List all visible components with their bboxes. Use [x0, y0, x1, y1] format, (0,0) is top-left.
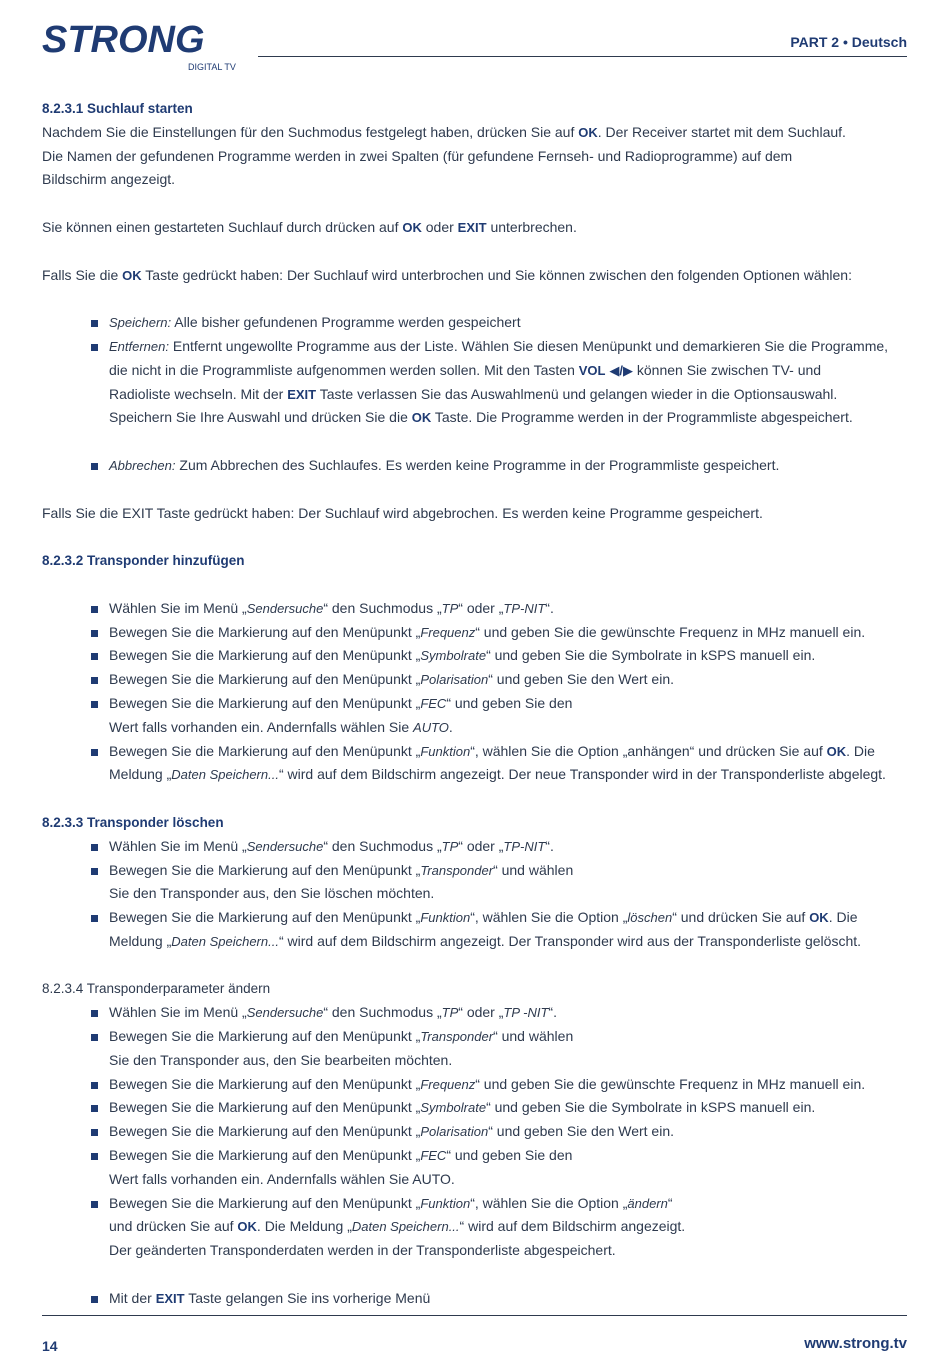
list-item: [42, 740, 910, 788]
text: “ den Suchmodus „: [323, 599, 442, 616]
text: “: [667, 1194, 673, 1211]
page-number: 14: [42, 1338, 58, 1354]
list-item: [42, 454, 910, 478]
menu-name: Sendersuche: [246, 600, 324, 616]
text: Zum Abbrechen des Suchlaufes. Es werden keine Programme in der Programmliste gespeichert.: [175, 456, 780, 473]
list-item: [42, 859, 910, 907]
message-name: Daten Speichern...: [351, 1219, 460, 1235]
list-item: [42, 692, 910, 740]
logo-subtitle: DIGITAL TV: [188, 62, 236, 72]
option-label: Entfernen:: [109, 338, 169, 354]
text: “.: [545, 837, 554, 854]
text: “ und geben Sie die Symbolrate in kSPS manuell ein.: [486, 647, 816, 664]
text: . Die Meldung „: [256, 1218, 352, 1235]
paragraph: Falls Sie die EXIT Taste gedrückt haben: Der Suchlauf wird abgebrochen. Es werden keine Programme gespeichert.: [42, 504, 763, 521]
ok-key: OK: [809, 910, 829, 926]
menu-name: TP-NIT: [503, 600, 546, 616]
paragraph: [42, 121, 910, 145]
text: Meldung „: [109, 932, 172, 949]
text: Bewegen Sie die Markierung auf den Menüpunkt „: [109, 742, 421, 759]
text: unterbrechen.: [486, 218, 577, 235]
text: Alle bisher gefundenen Programme werden gespeichert: [171, 314, 521, 331]
text: Bewegen Sie die Markierung auf den Menüpunkt „: [109, 1147, 421, 1164]
text: “ den Suchmodus „: [323, 1004, 442, 1021]
menu-value: AUTO: [413, 719, 449, 735]
list-item: [42, 311, 910, 335]
menu-value: ändern: [627, 1195, 668, 1211]
menu-name: Sendersuche: [246, 1005, 324, 1021]
menu-name: Polarisation: [420, 1124, 489, 1140]
text: Der geänderten Transponderdaten werden in der Transponderliste abgespeichert.: [109, 1242, 616, 1259]
text: “ und geben Sie die Symbolrate in kSPS manuell ein.: [486, 1099, 816, 1116]
list-item: [42, 1025, 910, 1073]
menu-name: Symbolrate: [420, 1100, 487, 1116]
ok-key: OK: [578, 124, 598, 140]
menu-name: TP -NIT: [503, 1005, 549, 1021]
text: Taste verlassen Sie das Auswahlmenü und gelangen wieder in die Optionsauswahl.: [316, 385, 838, 402]
steps-list: [42, 1001, 910, 1310]
steps-list: [42, 597, 910, 787]
text: “ oder „: [458, 1004, 504, 1021]
header-divider: [258, 56, 907, 57]
list-item: [42, 1192, 910, 1263]
vol-key: VOL: [578, 362, 606, 378]
list-item: [42, 1287, 910, 1311]
menu-name: Funktion: [420, 910, 471, 926]
text: “.: [548, 1004, 557, 1021]
paragraph: [42, 216, 910, 240]
list-item: [42, 1096, 910, 1120]
text: die nicht in die Programmliste aufgenommen werden sollen. Mit den Tasten: [109, 361, 579, 378]
text: Bewegen Sie die Markierung auf den Menüpunkt „: [109, 1075, 421, 1092]
page-content: [42, 97, 910, 1311]
text: Taste gelangen Sie ins vorherige Menü: [184, 1289, 431, 1306]
text: und drücken Sie auf: [109, 1218, 238, 1235]
menu-name: Symbolrate: [420, 648, 487, 664]
text: “ und geben Sie den Wert ein.: [488, 671, 675, 688]
message-name: Daten Speichern...: [171, 767, 279, 783]
section-heading-transponder-edit: 8.2.3.4 Transponderparameter ändern: [42, 981, 271, 997]
ok-key: OK: [402, 219, 422, 235]
text: Bewegen Sie die Markierung auf den Menüpunkt „: [109, 694, 421, 711]
text: können Sie zwischen TV- und: [633, 361, 822, 378]
paragraph-line: Bildschirm angezeigt.: [42, 171, 176, 188]
text: . Die: [828, 909, 858, 926]
menu-name: Polarisation: [420, 672, 489, 688]
text: “ und drücken Sie auf: [672, 909, 810, 926]
strong-logo-graphic: [40, 14, 240, 74]
message-name: Daten Speichern...: [171, 933, 279, 949]
text: “ und geben Sie den Wert ein.: [488, 1123, 675, 1140]
website-link[interactable]: www.strong.tv: [804, 1335, 907, 1352]
text: . Die: [846, 742, 875, 759]
text: “ den Suchmodus „: [323, 837, 442, 854]
menu-name: Frequenz: [420, 1076, 476, 1092]
part-label: PART 2 • Deutsch: [790, 34, 907, 50]
text: Falls Sie die: [42, 266, 123, 283]
menu-name: FEC: [420, 695, 447, 711]
text: “ wird auf dem Bildschirm angezeigt.: [459, 1218, 686, 1235]
text: “ und geben Sie den: [446, 694, 573, 711]
text: Wählen Sie im Menü „: [109, 1004, 247, 1021]
text: Bewegen Sie die Markierung auf den Menüpunkt „: [109, 861, 421, 878]
text: . Der Receiver startet mit dem Suchlauf.: [597, 123, 846, 140]
menu-name: Transponder: [420, 862, 494, 878]
logo-wordmark: STRONG: [42, 19, 205, 61]
list-item: [42, 621, 910, 645]
list-item: [42, 1001, 910, 1025]
text: Sie den Transponder aus, den Sie löschen möchten.: [109, 885, 435, 902]
text: Bewegen Sie die Markierung auf den Menüpunkt „: [109, 1028, 421, 1045]
section-heading-transponder-add: 8.2.3.2 Transponder hinzufügen: [42, 553, 245, 569]
list-item: [42, 644, 910, 668]
exit-key: EXIT: [155, 1290, 185, 1306]
list-item: [42, 1120, 910, 1144]
menu-name: TP: [441, 1005, 459, 1021]
option-label: Speichern:: [109, 315, 172, 331]
text: “, wählen Sie die Option „anhängen“ und drücken Sie auf: [470, 742, 827, 759]
list-item: [42, 597, 910, 621]
footer-divider: [42, 1315, 907, 1316]
text: “ und geben Sie die gewünschte Frequenz in MHz manuell ein.: [475, 1075, 866, 1092]
paragraph-line: Die Namen der gefundenen Programme werden in zwei Spalten (für gefundene Fernseh- und Radioprogramme) auf dem: [42, 147, 793, 164]
exit-key: EXIT: [457, 219, 487, 235]
menu-value: löschen: [627, 910, 673, 926]
text: Taste. Die Programme werden in der Programmliste abgespeichert.: [431, 409, 853, 426]
list-item: [42, 1073, 910, 1097]
text: Bewegen Sie die Markierung auf den Menüpunkt „: [109, 647, 421, 664]
text: Bewegen Sie die Markierung auf den Menüpunkt „: [109, 909, 421, 926]
menu-name: TP: [441, 838, 459, 854]
text: Bewegen Sie die Markierung auf den Menüpunkt „: [109, 671, 421, 688]
menu-name: FEC: [420, 1148, 447, 1164]
strong-logo: [40, 14, 240, 74]
section-heading-transponder-delete: 8.2.3.3 Transponder löschen: [42, 814, 224, 830]
text: “ und wählen: [493, 1028, 574, 1045]
ok-key: OK: [411, 410, 432, 426]
menu-name: Transponder: [420, 1029, 494, 1045]
text: “ und wählen: [493, 861, 574, 878]
text: “ und geben Sie den: [446, 1147, 573, 1164]
text: .: [448, 718, 453, 735]
section-heading-suchlauf: 8.2.3.1 Suchlauf starten: [42, 101, 193, 116]
ok-key: OK: [237, 1219, 257, 1235]
text: “, wählen Sie die Option „: [470, 1194, 628, 1211]
steps-list: [42, 835, 910, 954]
text: “ wird auf dem Bildschirm angezeigt. Der Transponder wird aus der Transponderliste gelöscht.: [278, 932, 862, 949]
menu-name: Funktion: [420, 743, 471, 759]
text: Wählen Sie im Menü „: [109, 599, 247, 616]
text: Wählen Sie im Menü „: [109, 837, 247, 854]
text: Speichern Sie Ihre Auswahl und drücken Sie die: [109, 409, 412, 426]
text: Mit der: [109, 1289, 156, 1306]
text: Meldung „: [109, 766, 172, 783]
exit-key: EXIT: [287, 386, 317, 402]
paragraph: [42, 264, 910, 288]
list-item: [42, 668, 910, 692]
text: Bewegen Sie die Markierung auf den Menüpunkt „: [109, 1099, 421, 1116]
text: Entfernt ungewollte Programme aus der Liste. Wählen Sie diesen Menüpunkt und demarkieren Sie die Programme,: [169, 337, 889, 354]
menu-name: TP: [441, 600, 459, 616]
menu-name: Sendersuche: [246, 838, 324, 854]
menu-name: Frequenz: [420, 624, 476, 640]
text: “ oder „: [458, 837, 504, 854]
text: Nachdem Sie die Einstellungen für den Suchmodus festgelegt haben, drücken Sie auf: [42, 123, 579, 140]
text: Wert falls vorhanden ein. Andernfalls wählen Sie AUTO.: [109, 1170, 455, 1187]
list-item: [42, 1144, 910, 1192]
text: “ und geben Sie die gewünschte Frequenz in MHz manuell ein.: [475, 623, 866, 640]
text: Taste gedrückt haben: Der Suchlauf wird unterbrochen und Sie können zwischen den folgenden Optionen wählen:: [141, 266, 852, 283]
text: Sie können einen gestarteten Suchlauf durch drücken auf: [42, 218, 403, 235]
text: “.: [545, 599, 554, 616]
text: “, wählen Sie die Option „: [470, 909, 628, 926]
text: Bewegen Sie die Markierung auf den Menüpunkt „: [109, 1123, 421, 1140]
text: Bewegen Sie die Markierung auf den Menüpunkt „: [109, 1194, 421, 1211]
ok-key: OK: [826, 743, 847, 759]
list-item: [42, 335, 910, 430]
arrow-keys-icon: ◀/▶: [609, 362, 633, 378]
list-item: [42, 835, 910, 859]
text: Sie den Transponder aus, den Sie bearbeiten möchten.: [109, 1051, 453, 1068]
ok-key: OK: [122, 267, 142, 283]
text: Bewegen Sie die Markierung auf den Menüpunkt „: [109, 623, 421, 640]
text: oder: [421, 218, 458, 235]
text: “ wird auf dem Bildschirm angezeigt. Der neue Transponder wird in der Transponderliste abgelegt.: [278, 766, 886, 783]
list-item: [42, 906, 910, 954]
option-list: [42, 311, 910, 478]
text: Wert falls vorhanden ein. Andernfalls wählen Sie: [109, 718, 414, 735]
menu-name: TP-NIT: [503, 838, 546, 854]
option-label: Abbrechen:: [109, 457, 176, 473]
text: Radioliste wechseln. Mit der: [109, 385, 288, 402]
text: “ oder „: [458, 599, 504, 616]
menu-name: Funktion: [420, 1195, 471, 1211]
